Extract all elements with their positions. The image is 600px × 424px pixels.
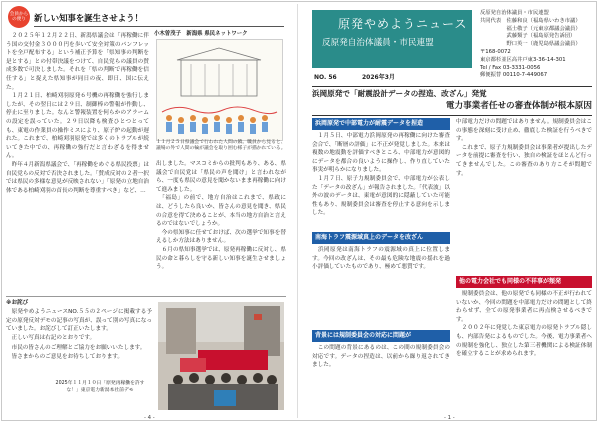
newsletter-title: 原発やめようニュース — [338, 17, 468, 31]
section-paragraph: ２００２年に発覚した東京電力の原発トラブル隠しも、内部告発によるものでした。今後、電力事業者への規制を強化し、独立した第三者機関による検証体制を確立することが求められます。 — [456, 325, 592, 358]
publisher-line: 武藤類子（福島原発告訴団） — [480, 33, 576, 40]
newsletter-subtitle: 反原発自治体議員・市民連盟 — [322, 38, 434, 48]
headline-rule — [34, 26, 284, 27]
notice-paragraph: 正しい写真は右記のとおりです。 — [6, 334, 96, 341]
article-paragraph: 昨年４月新潟県議会で、「再稼働をめぐる県民投票」は自民党らの反対で否決されました。「賛成反対の２者一択では県民の多様な意見が反映されない」「原発の立地自治体である柏崎刈羽の首長の判断を尊重すべき」など、… — [6, 161, 149, 194]
masthead — [312, 10, 472, 68]
section-body — [312, 246, 450, 328]
section-body — [312, 344, 450, 410]
publisher-line: 福士敬子（元東京都議会議員） — [480, 25, 581, 32]
article-paragraph: 「福島」の前で、地方自治はこれまで、県政には、どうしたら良いか、皆さんの意見を聞き、県民の合意を得て決めることが、本当の地方自治と言えるのではないでしょうか。 — [156, 195, 286, 228]
section-paragraph: 浜岡原発は南海トラフの震源域の真上に位置します。今回の改ざんは、その最も危険な地震の揺れを過小評価していたものであり、極めて悪質です。 — [312, 247, 450, 271]
page-divider — [297, 4, 298, 418]
section-heading: 他の電力会社でも同様の不祥事が頻発 — [456, 276, 592, 288]
banner-headline: 浜岡原発で「耐震設計データの捏造、改ざん」発覚 — [312, 89, 487, 98]
page-number: - 4 - — [144, 415, 155, 421]
section-body — [456, 290, 592, 410]
notice-column-1 — [6, 308, 152, 342]
article-column-right — [456, 118, 592, 268]
publisher-line: 東京都杉並区高井戸東3-36-14-301 — [480, 56, 566, 63]
issue-date: 2026年3月 — [362, 74, 395, 81]
section-paragraph: １月７日、原子力規制委員会で、中部電力が公表した「データの改ざん」が報告されました。「代表波」以外の波のデータは、東電が意図的に隠蔽していた可能性もあり、規制委員会は審査を停止する意向を示しました。 — [312, 175, 450, 217]
publisher-info — [480, 10, 592, 80]
article-paragraph: １月２１日、柏崎刈羽原発６号機の再稼働を強行しましたが、その翌日には２９日、制御棒の警報が作動し、停止に至りました。なんと警報装置を何らかのアラームの設定を誤っていた。２９日以降も検査ひとつとっても、東電の作業員の操作ミスにより、原子炉の起動が遅れた。これまで、柏崎刈羽原発では多くのトラブルが続いてきた中での、再稼働の強行だと言わざるを得ません。 — [6, 93, 149, 160]
sketch-caption: １１月２５日県議会で行われた人間の鎖。職員から見ると、議場の外で人間の輪が議会を取り囲む様子が描かれている。 — [156, 140, 286, 152]
notice-paragraph: 原発やめようニュースNO.５５の２ページに掲載する予定の原発反対デモの記事の写真が、誤って別の写真になっていました。お詫びして訂正いたします。 — [6, 309, 152, 333]
issue-number: NO. 56 — [314, 74, 337, 81]
notice-column-2 — [6, 344, 152, 378]
left-page — [6, 4, 289, 421]
article-column-2 — [156, 160, 286, 294]
notice-label: ※お詫び — [6, 300, 29, 306]
article-paragraph: ２０２５年１２月２２日、新潟県議会は「再稼働に伴う国の交付金３０００円を歩いて安全対策のパンフレットを全戸配布する」という補正予算を「県知事の判断を是とする」との付帯決議をつけて、自民党らの議員の賛成多数で可決しました。それを「県の判断で再稼働を信任する」と捉えた県知事が同日の夜、即日、国に伝えた。 — [6, 33, 149, 91]
section-heading: 南海トラフ震源域真上のデータを改ざん — [312, 232, 450, 244]
section-paragraph: １月５日、中部電力浜岡原発の再稼働に向けた審査会合で、「断層の評価」に不正が発覚しました。本来は複数の地震動を評価すべきところ、中部電力が意図的にデータを都合の良いように操作し、作り直していた事実が明らかになりました。 — [312, 133, 450, 174]
article-paragraph: 今の県知事に任せておけば、次の選挙で知事を替えるしか方法はありません。 — [156, 229, 286, 245]
section-paragraph: 中部電力だけの問題ではありません。規制委員会はこの事態を深刻に受け止め、徹底した検証を行うべきです。 — [456, 119, 592, 143]
publisher-line: 郵便振替 00110-7-449067 — [480, 72, 548, 79]
sketch-illustration — [156, 39, 283, 141]
member-badge: 会員からの便り — [8, 6, 30, 28]
left-headline: 新しい知事を誕生させよう！ — [34, 13, 143, 23]
section-rule — [6, 296, 286, 297]
article-column-1 — [6, 32, 149, 294]
headline-banner — [312, 86, 592, 116]
protest-photo — [158, 302, 284, 410]
section-paragraph: これまで、原子力規制委員会は事業者が提出したデータを前提に審査を行い、独自の検証をほとんど行ってきませんでした。この審査のあり方こそが問題です。 — [456, 144, 592, 177]
publisher-line: 野口英一（鹿児島県議会議員） — [480, 41, 581, 48]
publisher-line: Tel / Fax 03-3331-0056 — [480, 64, 541, 71]
article-paragraph: ６月の県知事選挙では、原発再稼働に反対し、県民の命と暮らしを守る新しい知事を誕生させましょう。 — [156, 246, 286, 271]
photo-caption: 2025年１１月１０日「原発再稼働を許すな！」東京電力新潟本社前デモ — [55, 381, 145, 393]
notice-paragraph: 市民の皆さんのご理解とご協力をお願いいたします。 — [6, 345, 146, 351]
publisher-line: 〒168-0072 — [480, 48, 511, 55]
section-heading: 背景には規制委員会の対応に問題が — [312, 330, 450, 342]
section-paragraph: 規制委員会は、他の原発でも同様の不正が行われていないか、今回の問題を中部電力だけの問題として終わらせず、全ての原発事業者に再点検させるべきです。 — [456, 291, 592, 323]
publisher-line: 共同代表 佐藤和良（福島県いわき市議） — [480, 17, 581, 24]
section-paragraph: この問題の背景にあるのは、この間の規制委員会の対応です。データの捏造は、以前から繰り返されてきました。 — [312, 345, 450, 369]
section-heading: 浜岡原発で中部電力が耐震データを捏造 — [312, 118, 450, 130]
section-body — [312, 132, 450, 230]
right-page — [306, 4, 594, 421]
page-number: - 1 - — [444, 415, 455, 421]
notice-paragraph: 皆さまからのご意見をお待ちしております。 — [6, 353, 124, 360]
publisher-line: 反原発自治体議員・市民連盟 — [480, 10, 549, 16]
author-byline: 小木曽茂子 新潟県 県民ネットワーク — [154, 31, 248, 37]
article-paragraph: 出しました。マスコミからの批判もあり、ある、県議会で自民党は「県民の声を聞け」と言われながら、一度も県民の意見を聞かないまま再稼働に向けて進みました。 — [156, 161, 286, 193]
banner-subheadline: 電力事業者任せの審査体制が根本原因 — [445, 101, 592, 111]
